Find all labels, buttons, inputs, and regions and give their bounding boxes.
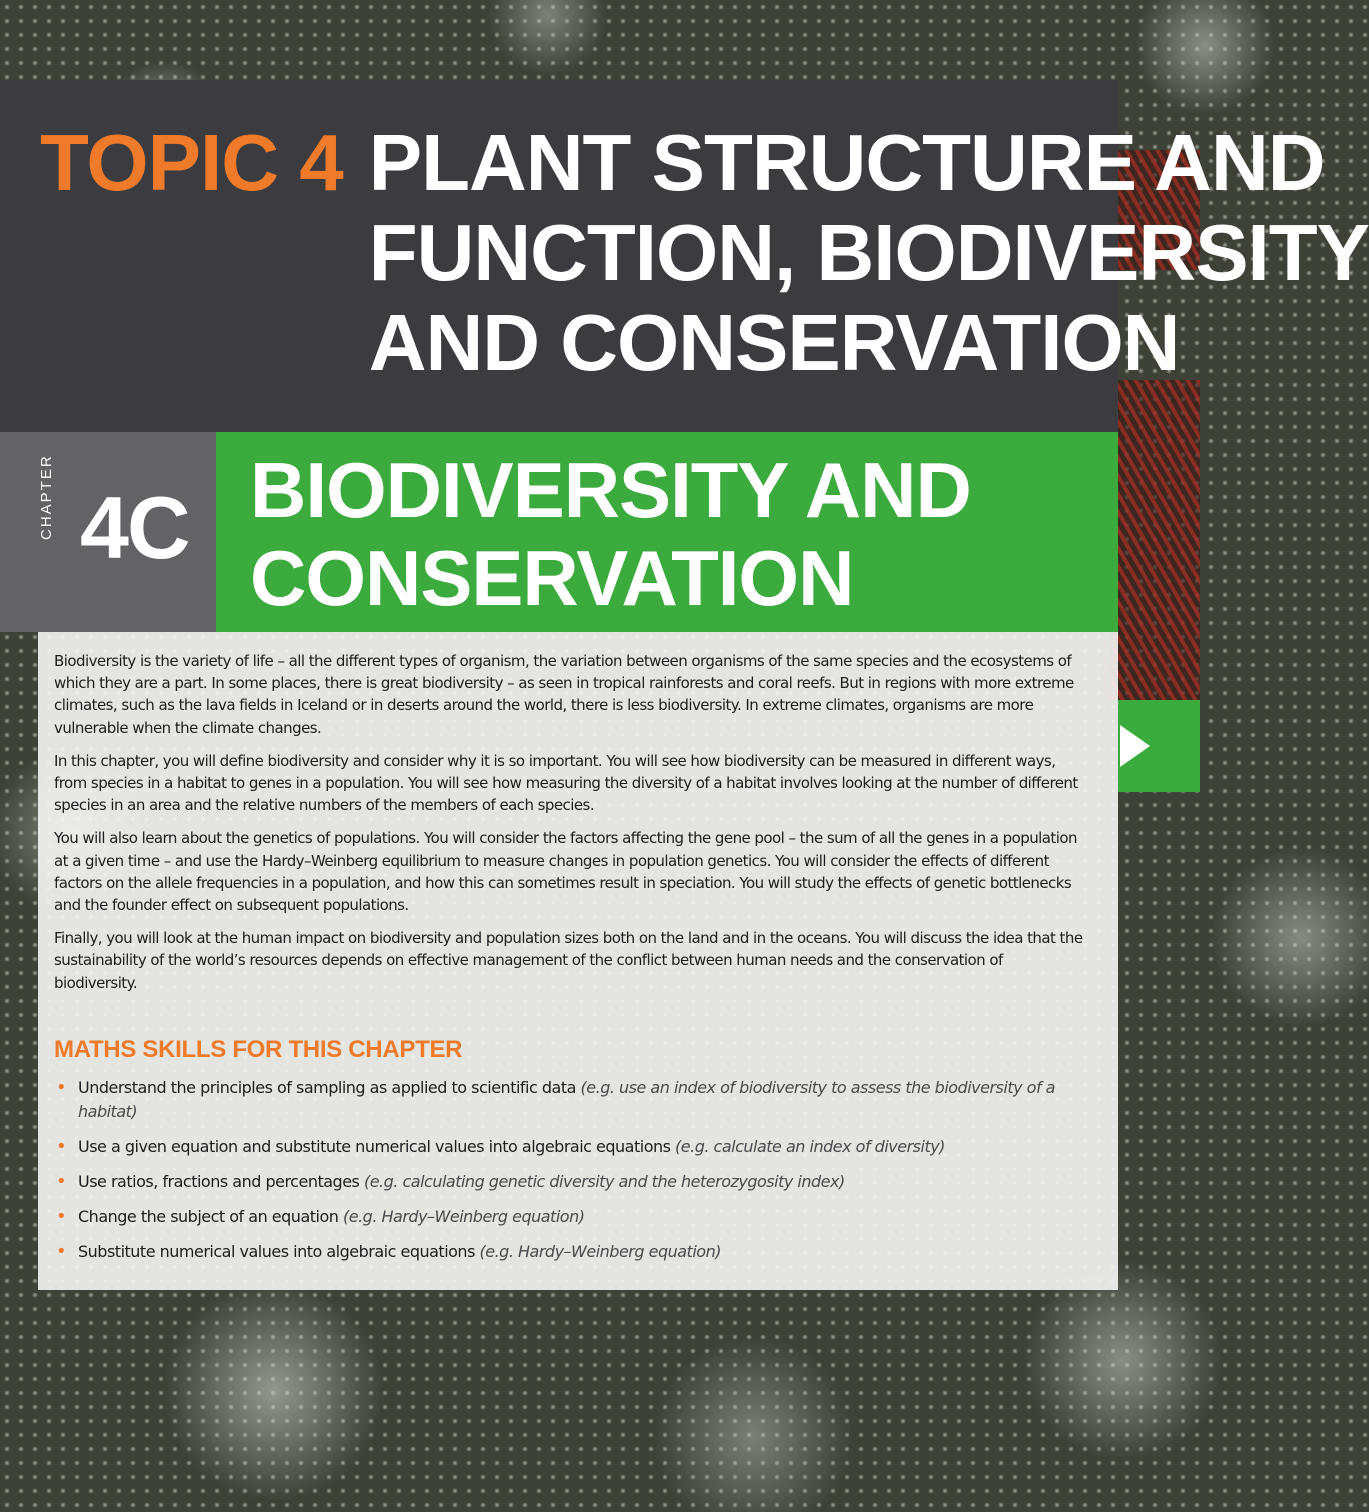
maths-skill-text: Change the subject of an equation [78,1207,339,1226]
chapter-number: 4C [80,478,189,577]
maths-skill-example: (e.g. use an index of biodiversity to assess the biodiversity of a habitat) [78,1078,1055,1121]
bullet-icon: • [56,1241,67,1262]
bullet-icon: • [56,1077,67,1098]
topic-title-line: FUNCTION, BIODIVERSITY [368,208,1369,297]
maths-skill-text: Use a given equation and substitute numerical values into algebraic equations [78,1137,671,1156]
maths-skills-heading: MATHS SKILLS FOR THIS CHAPTER [54,1036,463,1063]
topic-heading [40,118,1369,388]
topic-title-line: AND CONSERVATION [368,298,1180,387]
topic-title-line: PLANT STRUCTURE AND [368,118,1325,207]
maths-skill-example: (e.g. Hardy–Weinberg equation) [343,1207,585,1226]
background-moss-red-mid [1110,380,1200,700]
maths-skill-example: (e.g. calculating genetic diversity and the heterozygosity index) [363,1172,845,1191]
side-tab-arrow-icon [1120,725,1150,767]
topic-title [369,118,1369,388]
bullet-icon: • [56,1171,67,1192]
maths-skill-text: Substitute numerical values into algebraic equations [78,1242,475,1261]
maths-skill-text: Use ratios, fractions and percentages [78,1172,360,1191]
maths-skill-example: (e.g. Hardy–Weinberg equation) [479,1242,721,1261]
maths-skill-example: (e.g. calculate an index of diversity) [675,1137,945,1156]
maths-skill-item [54,1240,1084,1264]
maths-skill-text: Understand the principles of sampling as applied to scientific data [78,1078,576,1097]
maths-skill-item [54,1205,1084,1229]
maths-skill-item [54,1135,1084,1159]
bullet-icon: • [56,1206,67,1227]
topic-label: TOPIC 4 [40,118,343,207]
intro-paragraph: In this chapter, you will define biodiversity and consider why it is so important. You will see how biodiversity can be measured in different ways, from species in a habitat to genes in a population. You will see how measuring the diversity of a habitat involves looking at the number of different species in an area and the relative numbers of the members of each species. [54,751,1078,815]
intro-text [54,650,1084,1005]
maths-skill-item [54,1076,1084,1124]
chapter-title-line: CONSERVATION [250,534,854,622]
chapter-title-line: BIODIVERSITY AND [250,446,971,534]
intro-paragraph: You will also learn about the genetics of populations. You will consider the factors affecting the gene pool – the sum of all the genes in a population at a given time – and use the Hardy–Weinberg equilibrium to measure changes in population genetics. You will consider the effects of different factors on the allele frequencies in a population, and how this can sometimes result in speciation. You will study the effects of genetic bottlenecks and the founder effect on subsequent populations. [54,829,1077,915]
intro-paragraph: Finally, you will look at the human impact on biodiversity and population sizes both on the land and in the oceans. You will discuss the idea that the sustainability of the world’s resources depends on effective management of the conflict between human needs and the conservation of biodiversity. [54,929,1083,992]
maths-skill-item [54,1170,1084,1194]
chapter-word: CHAPTER [38,454,55,540]
intro-paragraph: Biodiversity is the variety of life – all the different types of organism, the variation between organisms of the same species and the ecosystems of which they are a part. In some places, there is great biodiversity – as seen in tropical rainforests and coral reefs. But in regions with more extreme climates, such as the lava fields in Iceland or in deserts around the world, there is less biodiversity. In extreme climates, organisms are more vulnerable when the climate changes. [54,652,1074,737]
maths-skills-list [54,1076,1084,1275]
bullet-icon: • [56,1136,67,1157]
chapter-title [250,446,971,622]
